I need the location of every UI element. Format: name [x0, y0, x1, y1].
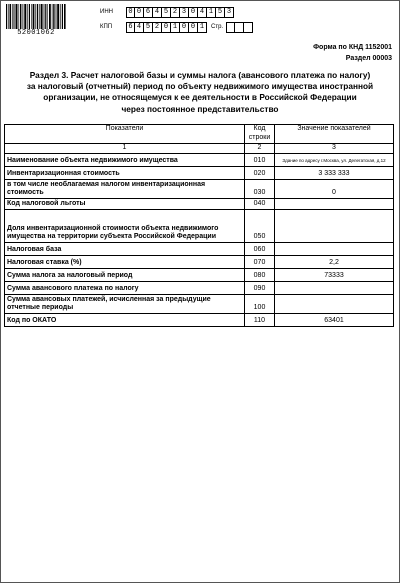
table-row — [5, 255, 394, 268]
row-label: Наименование объекта недвижимого имущества — [5, 153, 245, 166]
kpp-cell[interactable]: 1 — [198, 22, 207, 33]
inn-cell[interactable]: 1 — [207, 7, 216, 18]
row-value: 0 — [332, 189, 336, 196]
kpp-cell[interactable]: 0 — [162, 22, 171, 33]
kpp-cell[interactable]: 2 — [153, 22, 162, 33]
row-code: 030 — [245, 179, 275, 198]
heading-line-3: организации, не относящемуся к ее деятельности в Российской Федерации — [43, 92, 357, 103]
inn-cells — [126, 7, 234, 18]
kpp-row — [100, 21, 253, 33]
page-cell[interactable] — [244, 22, 253, 33]
kpp-cell[interactable]: 6 — [126, 22, 135, 33]
row-value: 3 333 333 — [318, 170, 350, 177]
row-value: Здание по адресу г.Москва, ул. Делегатская, д.12 — [282, 158, 386, 163]
indicators-table — [4, 124, 394, 327]
kpp-cells — [126, 22, 207, 33]
table-row — [5, 179, 394, 198]
page-number-cells — [226, 22, 253, 33]
table-row — [5, 268, 394, 281]
form-code-block — [313, 42, 392, 64]
kpp-cell[interactable]: 5 — [144, 22, 153, 33]
table-row — [5, 166, 394, 179]
column-number: 3 — [275, 144, 394, 154]
heading-line-4: через постоянное представительство — [121, 103, 279, 114]
table-row — [5, 153, 394, 166]
row-value-field[interactable] — [275, 209, 394, 242]
row-value-field[interactable] — [275, 153, 394, 166]
row-label: Сумма налога за налоговый период — [5, 268, 245, 281]
row-code: 100 — [245, 294, 275, 313]
row-label: Доля инвентаризационной стоимости объекта недвижимого имущества на территории субъекта Российской Федерации — [5, 209, 245, 242]
section-heading — [8, 70, 392, 115]
barcode-bars — [6, 4, 66, 29]
inn-cell[interactable]: 3 — [180, 7, 189, 18]
row-value-field[interactable] — [275, 242, 394, 255]
row-value: 73333 — [324, 272, 344, 279]
row-value: 63401 — [324, 317, 344, 324]
row-code: 040 — [245, 198, 275, 209]
table-row — [5, 198, 394, 209]
inn-cell[interactable]: 0 — [126, 7, 135, 18]
row-code: 090 — [245, 281, 275, 294]
section-code: Раздел 00003 — [345, 55, 392, 62]
row-value-field[interactable] — [275, 294, 394, 313]
table-row — [5, 209, 394, 242]
row-value-field[interactable] — [275, 179, 394, 198]
barcode — [6, 4, 66, 38]
row-code: 070 — [245, 255, 275, 268]
row-label: Сумма авансового платежа по налогу — [5, 281, 245, 294]
inn-cell[interactable]: 3 — [225, 7, 234, 18]
row-value-field[interactable] — [275, 198, 394, 209]
inn-cell[interactable]: 4 — [198, 7, 207, 18]
row-label: Код по ОКАТО — [5, 313, 245, 326]
inn-cell[interactable]: 5 — [162, 7, 171, 18]
page-cell[interactable] — [226, 22, 235, 33]
page-cell[interactable] — [235, 22, 244, 33]
kpp-cell[interactable]: 0 — [189, 22, 198, 33]
inn-row — [100, 6, 234, 18]
table-header-row — [5, 125, 394, 144]
kpp-cell[interactable]: 0 — [180, 22, 189, 33]
column-number: 1 — [5, 144, 245, 154]
inn-cell[interactable]: 6 — [144, 7, 153, 18]
table-row — [5, 242, 394, 255]
row-label: Сумма авансовых платежей, исчисленная за предыдущие отчетные периоды — [5, 294, 245, 313]
barcode-number: 52001062 — [17, 29, 55, 37]
row-value: 2,2 — [329, 259, 339, 266]
inn-label: ИНН — [100, 9, 113, 15]
row-code: 010 — [245, 153, 275, 166]
kpp-label: КПП — [100, 24, 113, 30]
inn-cell[interactable]: 0 — [189, 7, 198, 18]
row-value-field[interactable] — [275, 313, 394, 326]
inn-cell[interactable]: 5 — [216, 7, 225, 18]
form-code: Форма по КНД 1152001 — [313, 44, 392, 51]
row-code: 110 — [245, 313, 275, 326]
row-code: 080 — [245, 268, 275, 281]
row-value-field[interactable] — [275, 268, 394, 281]
column-numbers-row — [5, 144, 394, 154]
row-label: Код налоговой льготы — [5, 198, 245, 209]
row-label: Инвентаризационная стоимость — [5, 166, 245, 179]
inn-cell[interactable]: 0 — [135, 7, 144, 18]
header-indicators: Показатели — [5, 125, 245, 144]
heading-line-1: Раздел 3. Расчет налоговой базы и суммы налога (авансового платежа по налогу) — [29, 70, 371, 80]
row-code: 060 — [245, 242, 275, 255]
row-label: Налоговая база — [5, 242, 245, 255]
header-values: Значение показателей — [275, 125, 394, 144]
inn-cell[interactable]: 2 — [171, 7, 180, 18]
row-value-field[interactable] — [275, 255, 394, 268]
kpp-cell[interactable]: 1 — [171, 22, 180, 33]
kpp-cell[interactable]: 4 — [135, 22, 144, 33]
page-label: Стр. — [211, 24, 224, 30]
row-label: Налоговая ставка (%) — [5, 255, 245, 268]
row-value-field[interactable] — [275, 281, 394, 294]
row-label: в том числе необлагаемая налогом инвентаризационная стоимость — [5, 179, 245, 198]
heading-line-2: за налоговый (отчетный) период по объекту недвижимого имущества иностранной — [26, 81, 374, 92]
row-value-field[interactable] — [275, 166, 394, 179]
header-line-code: Код строки — [245, 125, 275, 144]
inn-cell[interactable]: 4 — [153, 7, 162, 18]
table-row — [5, 281, 394, 294]
column-number: 2 — [245, 144, 275, 154]
row-code: 020 — [245, 166, 275, 179]
row-code: 050 — [245, 209, 275, 242]
table-row — [5, 313, 394, 326]
table-row — [5, 294, 394, 313]
